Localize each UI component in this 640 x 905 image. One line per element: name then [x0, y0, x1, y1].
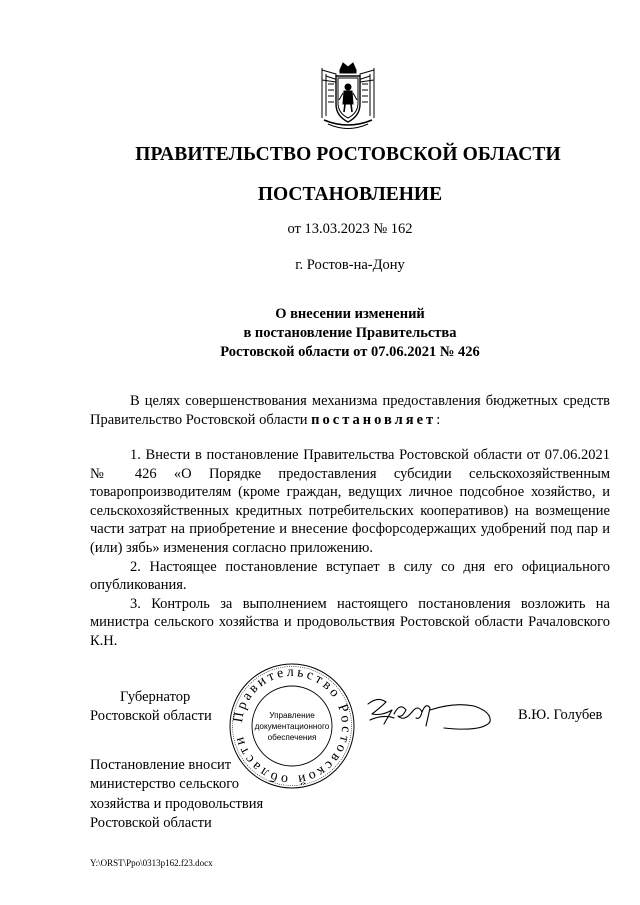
handwritten-signature	[364, 692, 494, 736]
decree-items	[90, 446, 610, 651]
submitted-by	[90, 756, 290, 834]
decree-item-1: 1. Внести в постановление Правительства Ростовской области от 07.06.2021 № 426 «О Порядке предоставления субсидии сельскохозяйственным товаропроизводителям (кроме граждан, ведущих личное подсобное хозяйство, и сельскохозяйственных кредитных потребительских кооперативов) на возмещение части затрат на приобретение и внесение фосфорсодержащих удобрений под пар и (или) зябь» изменения согласно приложению.	[90, 447, 610, 556]
preamble-paragraph	[90, 392, 610, 429]
seal-center-line: обеспечения	[267, 733, 317, 742]
document-type: ПОСТАНОВЛЕНИЕ	[257, 184, 443, 205]
document-subject	[0, 305, 640, 362]
submitted-by-line: хозяйства и продовольствия	[90, 795, 264, 812]
seal-ring-text: Правительство Ростовской области	[230, 664, 354, 788]
preamble-text: В целях совершенствования механизма предоставления бюджетных средств Правительство Ростовской области	[90, 393, 610, 428]
subject-line: О внесении изменений	[275, 306, 425, 322]
signatory-title	[90, 688, 230, 726]
seal-center-line: Управление	[269, 711, 315, 720]
document-date-number: от 13.03.2023 № 162	[287, 221, 413, 237]
signatory-title-line: Губернатор	[120, 689, 191, 705]
submitted-by-line: Ростовской области	[90, 815, 212, 832]
file-path: Y:\ORST\Ppo\0313p162.f23.docx	[90, 858, 213, 868]
submitted-by-line: министерство сельского	[90, 776, 240, 793]
submitted-by-line: Постановление вносит	[90, 757, 232, 773]
signatory-title-line: Ростовской области	[90, 708, 212, 724]
decree-item-2: 2. Настоящее постановление вступает в силу со дня его официального опубликования.	[90, 558, 610, 594]
decree-item-3: 3. Контроль за выполнением настоящего постановления возложить на министра сельского хозяйства и продовольствия Ростовской области Рачаловского К.Н.	[90, 595, 610, 649]
preamble-end: :	[436, 411, 441, 428]
coat-of-arms-emblem	[316, 60, 380, 134]
signatory-name: В.Ю. Голубев	[518, 707, 603, 723]
subject-line: в постановление Правительства	[243, 325, 457, 341]
document-city: г. Ростов-на-Дону	[295, 257, 405, 273]
decree-keyword: постановляет	[311, 411, 437, 428]
seal-center-line: документационного	[254, 722, 330, 731]
subject-line: Ростовской области от 07.06.2021 № 426	[220, 344, 480, 360]
government-title: ПРАВИТЕЛЬСТВО РОСТОВСКОЙ ОБЛАСТИ	[135, 144, 561, 165]
